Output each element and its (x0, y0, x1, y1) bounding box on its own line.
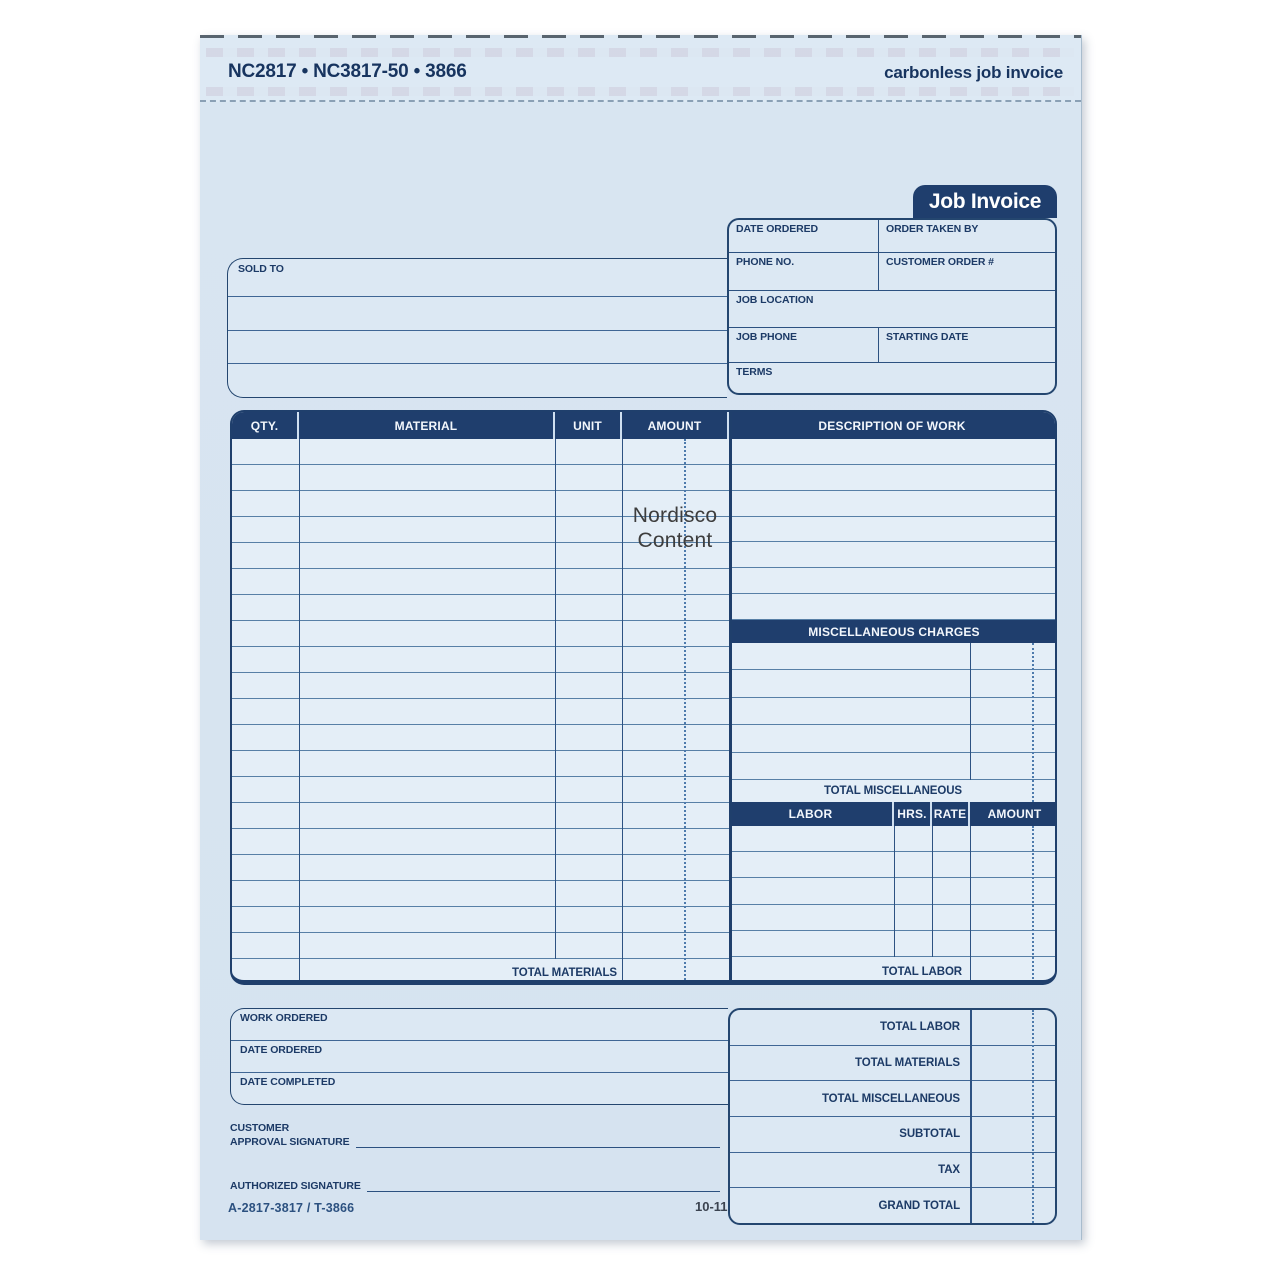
order-taken-by-field: ORDER TAKEN BY (886, 223, 979, 235)
desc-empty-row (729, 594, 1057, 620)
header-row (729, 220, 1055, 252)
misc-cents-dotted-line (1032, 643, 1034, 802)
labor-header-band (729, 802, 1057, 826)
miscellaneous-charges-title: MISCELLANEOUS CHARGES (808, 624, 980, 639)
misc-empty-row (729, 725, 1057, 752)
unit-column-line (555, 439, 556, 959)
labor-amount-line (970, 826, 971, 985)
mat-empty-row (232, 855, 729, 881)
header-row (729, 327, 1055, 362)
total-miscellaneous-summary-row (730, 1080, 1055, 1116)
mat-empty-row (232, 881, 729, 907)
misc-empty-row (729, 698, 1057, 725)
scan-artifact-band (206, 48, 1074, 57)
order-header-box (727, 218, 1057, 395)
sheet-top-edge (200, 35, 1081, 38)
invoice-form-sheet (200, 35, 1082, 1240)
date-ordered-field: DATE ORDERED (729, 220, 879, 252)
rate-column-header: RATE (932, 802, 970, 826)
grand-total-label: GRAND TOTAL (878, 1199, 960, 1212)
product-type-label: carbonless job invoice (884, 63, 1063, 82)
amount-column-header: AMOUNT (622, 412, 729, 439)
labor-column-header: LABOR (729, 802, 894, 826)
total-miscellaneous-row: TOTAL MISCELLANEOUS (823, 785, 962, 797)
desc-empty-row (729, 517, 1057, 543)
mat-empty-row (232, 803, 729, 829)
mat-empty-row (232, 829, 729, 855)
date-ordered-bottom-field: DATE ORDERED (231, 1040, 728, 1072)
mat-empty-row (232, 621, 729, 647)
date-completed-field: DATE COMPLETED (231, 1072, 728, 1104)
sold-to-label: SOLD TO (238, 263, 284, 275)
total-labor-summary-row (730, 1010, 1055, 1045)
desc-empty-row (729, 542, 1057, 568)
total-labor-row: TOTAL LABOR (881, 966, 962, 978)
desc-empty-row (729, 439, 1057, 465)
totals-cents-dotted-line (1032, 1010, 1034, 1223)
mat-empty-row (232, 933, 729, 959)
description-of-work-header: DESCRIPTION OF WORK (818, 418, 966, 433)
tear-off-stub (200, 35, 1081, 102)
totals-box (728, 1008, 1057, 1225)
misc-empty-row (729, 643, 1057, 670)
misc-empty-row (729, 753, 1057, 780)
main-invoice-table (230, 410, 1057, 985)
rate-column-line (932, 826, 933, 957)
watermark-line2: Content (637, 529, 713, 552)
labor-empty-row (729, 905, 1057, 931)
header-row (729, 252, 1055, 290)
sold-to-line (228, 296, 727, 330)
misc-amount-line (970, 643, 971, 780)
scan-artifact-band (206, 87, 1074, 96)
watermark (595, 503, 755, 553)
labor-empty-row (729, 826, 1057, 852)
header-row (729, 362, 1055, 393)
mat-empty-row (232, 439, 729, 465)
mat-empty-row (232, 777, 729, 803)
labor-empty-row (729, 931, 1057, 957)
hrs-column-header: HRS. (894, 802, 932, 826)
job-invoice-title: Job Invoice (928, 189, 1042, 213)
desc-empty-row (729, 465, 1057, 491)
approval-signature-label: APPROVAL SIGNATURE (230, 1136, 350, 1148)
product-codes: NC2817 • NC3817-50 • 3866 (228, 61, 467, 82)
revision-date: 10-11 (695, 1199, 728, 1214)
sold-to-box (227, 258, 727, 398)
job-location-field: JOB LOCATION (736, 294, 814, 306)
total-materials-summary-row (730, 1045, 1055, 1081)
table-header-band (232, 412, 1055, 439)
miscellaneous-rows (729, 643, 1057, 780)
starting-date-field: STARTING DATE (886, 331, 969, 343)
total-labor-summary-label: TOTAL LABOR (879, 1021, 960, 1034)
labor-cents-dotted-line (1032, 826, 1034, 985)
unit-column-header: UNIT (555, 412, 622, 439)
misc-empty-row (729, 670, 1057, 697)
labor-rows (729, 826, 1057, 957)
labor-amount-column-header: AMOUNT (987, 807, 1042, 821)
mat-empty-row (232, 907, 729, 933)
authorized-signature (230, 1180, 720, 1192)
sold-to-line (228, 330, 727, 364)
mat-empty-row (232, 673, 729, 699)
tax-row (730, 1152, 1055, 1188)
grand-total-row (730, 1187, 1055, 1223)
center-divider-line (729, 412, 732, 985)
work-ordered-box (230, 1008, 728, 1105)
desc-empty-row (729, 491, 1057, 517)
tax-label: TAX (938, 1164, 960, 1177)
mat-empty-row (232, 569, 729, 595)
mat-empty-row (232, 699, 729, 725)
total-materials-summary-label: TOTAL MATERIALS (855, 1057, 960, 1069)
customer-label: CUSTOMER (230, 1122, 290, 1134)
header-row (729, 290, 1055, 327)
customer-approval-signature (230, 1136, 720, 1148)
total-materials-row: TOTAL MATERIALS (512, 967, 617, 979)
mat-empty-row (232, 725, 729, 751)
terms-field: TERMS (736, 366, 773, 378)
labor-empty-row (729, 852, 1057, 878)
authorized-signature-label: AUTHORIZED SIGNATURE (230, 1180, 361, 1192)
phone-no-field: PHONE NO. (729, 253, 879, 290)
mat-empty-row (232, 751, 729, 777)
hrs-column-line (894, 826, 895, 957)
customer-order-field: CUSTOMER ORDER # (886, 256, 994, 268)
watermark-line1: Nordisco (632, 504, 718, 527)
sold-to-line (228, 363, 727, 397)
desc-empty-row (729, 568, 1057, 594)
qty-column-line (299, 439, 300, 985)
mat-empty-row (232, 465, 729, 491)
mat-empty-row (232, 595, 729, 621)
job-phone-field: JOB PHONE (729, 328, 879, 362)
authorized-signature-line (367, 1180, 720, 1192)
form-number: A-2817-3817 / T-3866 (228, 1201, 355, 1215)
total-miscellaneous-summary-label: TOTAL MISCELLANEOUS (821, 1092, 960, 1105)
totals-amount-line (970, 1010, 972, 1223)
mat-empty-row (232, 647, 729, 673)
subtotal-label: SUBTOTAL (899, 1128, 960, 1141)
labor-empty-row (729, 878, 1057, 904)
miscellaneous-charges-band (729, 620, 1057, 643)
description-rows (729, 439, 1057, 620)
qty-column-header: QTY. (232, 412, 299, 439)
work-ordered-field: WORK ORDERED (240, 1012, 328, 1024)
job-invoice-tab (913, 185, 1057, 218)
subtotal-row (730, 1116, 1055, 1152)
approval-signature-line (356, 1136, 720, 1148)
material-column-header: MATERIAL (299, 412, 555, 439)
